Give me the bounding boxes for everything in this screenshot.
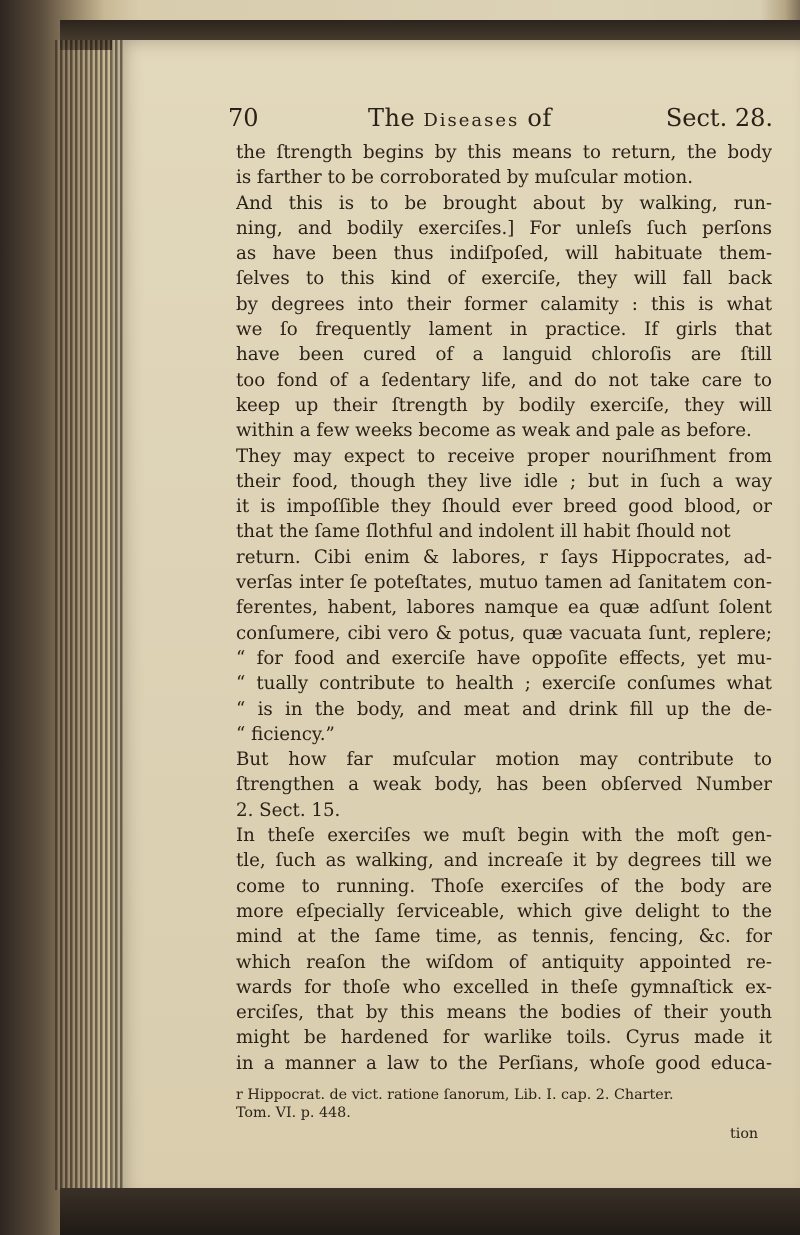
text-line: In theſe exerciſes we muſt begin with the moſt gen- [236, 825, 772, 847]
text-line: is farther to be corroborated by muſcular motion. [236, 167, 693, 189]
text-line: too fond of a ſedentary life, and do not take care to [236, 369, 772, 391]
text-line: erciſes, that by this means the bodies of their youth [236, 1002, 772, 1024]
text-line: “ is in the body, and meat and drink fill up the de- [236, 698, 772, 720]
text-line: come to running. Thoſe exerciſes of the body are [236, 875, 772, 897]
running-title: The Diseases of [368, 104, 552, 132]
text-line: And this is to be brought about by walking, run- [236, 192, 772, 214]
footnote [236, 1086, 772, 1123]
text-line: might be hardened for warlike toils. Cyrus made it [236, 1027, 772, 1049]
text-line: keep up their ſtrength by bodily exerciſe, they will [236, 394, 772, 416]
text-line: that the ſame ſlothful and indolent ill habit ſhould not [236, 521, 731, 543]
text-line: ferentes, habent, labores namque ea quæ adſunt ſolent [236, 597, 772, 619]
page-number: 70 [228, 104, 259, 132]
text-line: mind at the ſame time, as tennis, fencing, &c. for [236, 926, 772, 948]
text-line: tle, ſuch as walking, and increaſe it by degrees till we [236, 850, 772, 872]
text-line: in a manner a law to the Perſians, whoſe good educa- [236, 1052, 772, 1074]
text-line: within a few weeks become as weak and pale as before. [236, 420, 752, 442]
text-line: ning, and bodily exerciſes.] For unleſs ſuch perſons [236, 217, 772, 239]
running-header [228, 104, 773, 138]
text-line: their food, though they live idle ; but in ſuch a way [236, 470, 772, 492]
text-line: have been cured of a languid chloroſis are ſtill [236, 344, 772, 366]
text-line: “ tually contribute to health ; exerciſe conſumes what [236, 673, 772, 695]
text-line: it is impoſſible they ſhould ever breed good blood, or [236, 496, 772, 518]
book-spine [55, 40, 125, 1190]
text-line: wards for thoſe who excelled in theſe gymnaſtick ex- [236, 976, 772, 998]
footnote-line: r Hippocrat. de vict. ratione ſanorum, Lib. I. cap. 2. Charter. [236, 1087, 674, 1103]
text-line: But how far muſcular motion may contribute to [236, 749, 772, 771]
text-line: as have been thus indiſpoſed, will habituate them- [236, 243, 772, 265]
section-number: Sect. 28. [665, 104, 773, 132]
text-line: the ſtrength begins by this means to return, the body [236, 142, 772, 163]
text-line: ſelves to this kind of exerciſe, they will fall back [236, 268, 772, 290]
text-line: “ for food and exerciſe have oppoſite effects, yet mu- [236, 647, 772, 669]
footnote-line: Tom. VI. p. 448. [236, 1105, 351, 1122]
text-line: verſas inter ſe poteſtates, mutuo tamen ad ſanitatem con- [236, 572, 772, 594]
text-line: which reaſon the wiſdom of antiquity appointed re- [236, 951, 772, 973]
text-line: conſumere, cibi vero & potus, quæ vacuata ſunt, replere; [236, 622, 772, 644]
text-line: “ ficiency.” [236, 723, 335, 745]
body-text [236, 140, 772, 1076]
text-line: ſtrengthen a weak body, has been obſerved Number [236, 774, 772, 796]
text-line: They may expect to receive proper nouriſhment from [236, 445, 772, 467]
catchword: tion [730, 1126, 759, 1142]
text-line: by degrees into their former calamity : this is what [236, 293, 772, 315]
text-line: we ſo frequently lament in practice. If girls that [236, 319, 772, 341]
text-line: more eſpecially ſerviceable, which give delight to the [236, 900, 772, 922]
bottom-page-edge [60, 1188, 800, 1235]
text-line: return. Cibi enim & labores, r ſays Hippocrates, ad- [236, 546, 772, 568]
text-line: 2. Sect. 15. [236, 799, 341, 821]
